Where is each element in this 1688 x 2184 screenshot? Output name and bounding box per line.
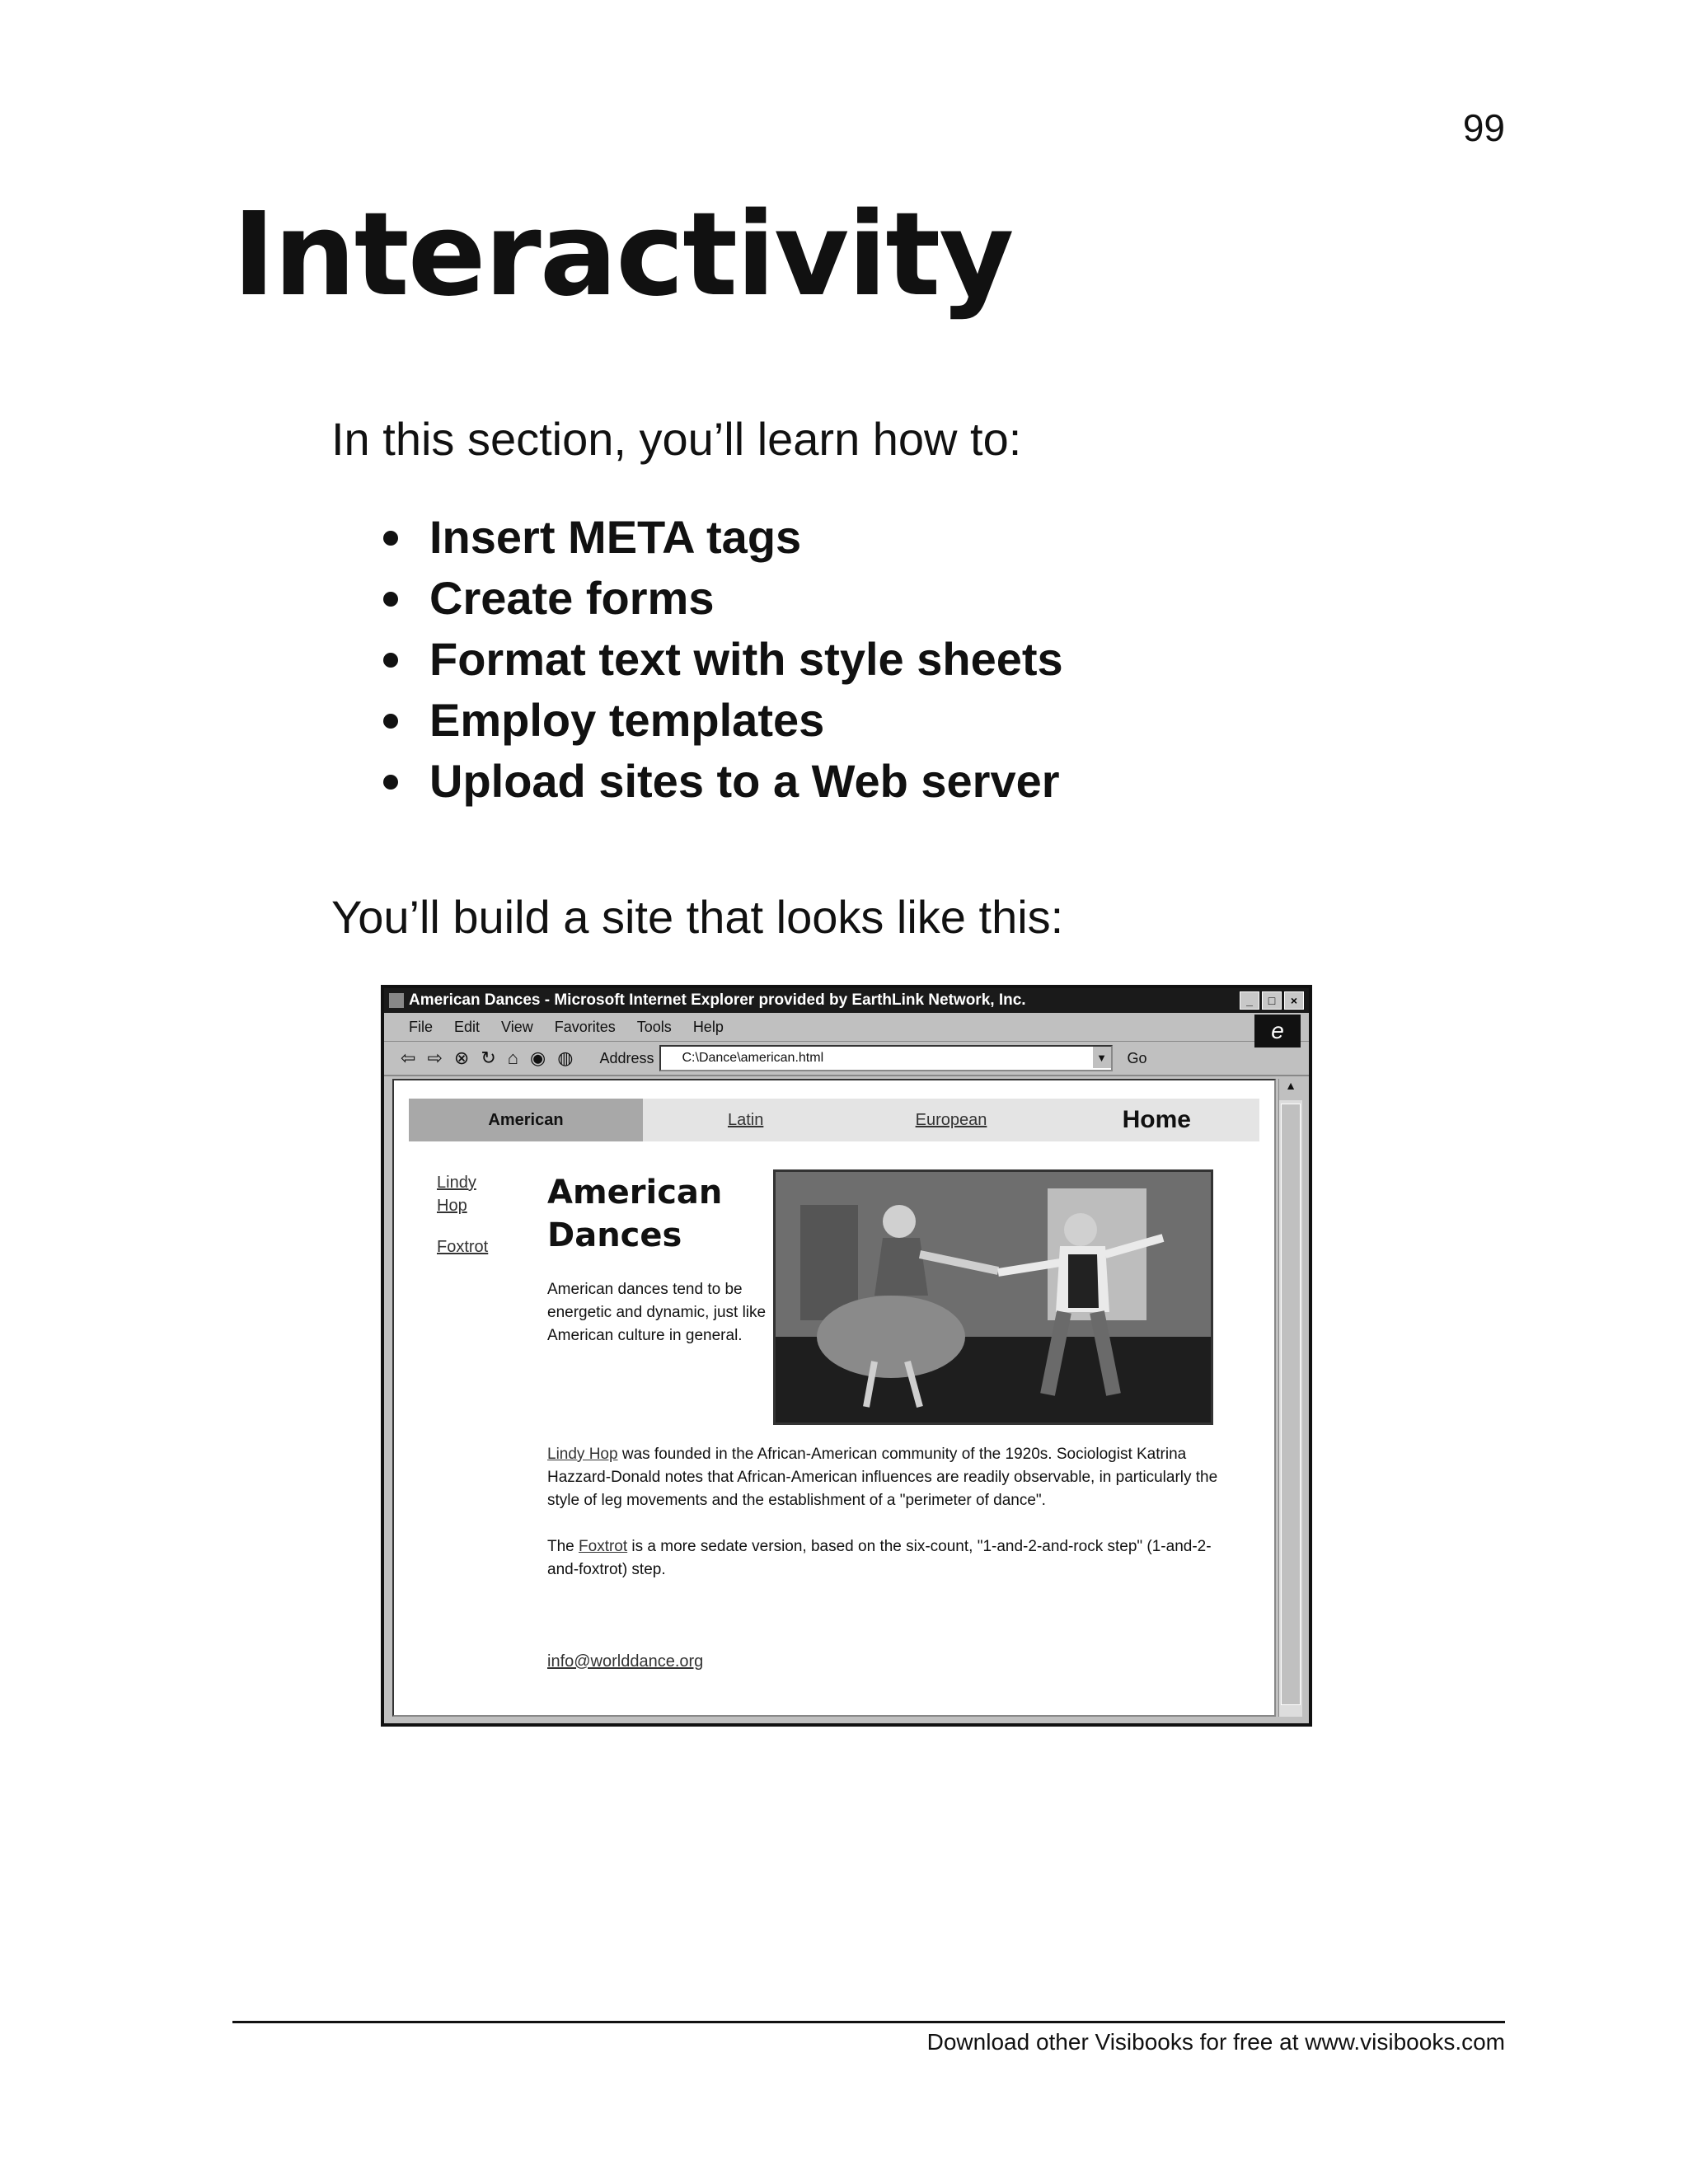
browser-titlebar — [384, 988, 1309, 1013]
section-intro: In this section, you’ll learn how to: — [331, 413, 1022, 465]
home-icon[interactable]: ⌂ — [507, 1047, 519, 1068]
list-item: Insert META tags — [383, 507, 1063, 568]
forward-icon[interactable]: ⇨ — [427, 1047, 443, 1068]
foxtrot-link[interactable]: Foxtrot — [579, 1538, 628, 1555]
menu-edit[interactable]: Edit — [454, 1018, 481, 1035]
app-icon — [389, 993, 404, 1008]
ie-logo-icon: e — [1254, 1015, 1301, 1047]
window-title: American Dances - Microsoft Internet Explorer provided by EarthLink Network, Inc. — [409, 991, 1026, 1009]
scrollbar[interactable] — [1278, 1079, 1302, 1717]
browser-screenshot — [381, 985, 1312, 1727]
scroll-up-icon[interactable]: ▲ — [1279, 1079, 1302, 1100]
menu-favorites[interactable]: Favorites — [554, 1018, 616, 1035]
site-body — [547, 1443, 1231, 1605]
menu-view[interactable]: View — [501, 1018, 533, 1035]
chapter-title: Interactivity — [232, 188, 1013, 322]
address-label: Address — [599, 1049, 654, 1066]
favorites-icon[interactable]: ◍ — [557, 1047, 574, 1068]
email-link[interactable]: info@worlddance.org — [547, 1652, 704, 1671]
page-viewport — [392, 1079, 1276, 1717]
paragraph-text: was founded in the African-American community of the 1920s. Sociologist Katrina Hazzard-Donald notes that African-American influences are readily observable, in particularly the style of leg movements and the establishment of a "perimeter of dance". — [547, 1446, 1218, 1509]
menu-file[interactable]: File — [409, 1018, 434, 1035]
footer-rule — [232, 2021, 1505, 2023]
scroll-thumb[interactable] — [1281, 1104, 1301, 1705]
side-link-foxtrot[interactable]: Foxtrot — [437, 1238, 489, 1256]
close-icon[interactable]: × — [1284, 991, 1304, 1010]
nav-latin[interactable]: Latin — [727, 1110, 764, 1129]
toolbar — [384, 1042, 1309, 1076]
list-item: Upload sites to a Web server — [383, 751, 1063, 812]
paragraph-text: is a more sedate version, based on the six-count, "1-and-2-and-rock step" (1-and-2-and-foxtrot) step. — [547, 1538, 1212, 1578]
site-heading: American Dances — [547, 1174, 723, 1254]
nav-home[interactable]: Home — [1122, 1106, 1191, 1133]
dance-photo — [773, 1169, 1213, 1425]
minimize-icon[interactable]: _ — [1240, 991, 1259, 1010]
paragraph-foxtrot — [547, 1535, 1231, 1582]
list-item: Format text with style sheets — [383, 629, 1063, 690]
menubar — [384, 1013, 1309, 1042]
paragraph-text: The — [547, 1538, 579, 1555]
paragraph-lindy-hop — [547, 1443, 1231, 1512]
build-text: You’ll build a site that looks like this: — [331, 891, 1064, 943]
lindy-hop-link[interactable]: Lindy Hop — [547, 1446, 618, 1463]
stop-icon[interactable]: ⊗ — [453, 1047, 470, 1068]
side-link-lindy-hop[interactable]: Lindy Hop — [437, 1174, 476, 1215]
objectives-list — [383, 507, 1063, 812]
site-intro: American dances tend to be energetic and dynamic, just like American culture in general. — [547, 1281, 767, 1344]
dancers-image — [776, 1172, 1211, 1422]
list-item: Employ templates — [383, 690, 1063, 751]
page-number: 99 — [1462, 106, 1505, 149]
back-icon[interactable]: ⇦ — [401, 1047, 416, 1068]
search-icon[interactable]: ◉ — [530, 1047, 546, 1068]
footer-text: Download other Visibooks for free at www.visibooks.com — [926, 2029, 1505, 2055]
menu-tools[interactable]: Tools — [636, 1018, 672, 1035]
side-links — [437, 1171, 488, 1258]
address-value: C:\Dance\american.html — [682, 1051, 824, 1065]
go-button[interactable]: Go — [1127, 1049, 1147, 1066]
list-item: Create forms — [383, 568, 1063, 629]
nav-european[interactable]: European — [915, 1110, 987, 1129]
refresh-icon[interactable]: ↻ — [481, 1047, 496, 1068]
menu-help[interactable]: Help — [692, 1018, 724, 1035]
site-nav — [409, 1099, 1259, 1141]
nav-american[interactable]: American — [409, 1099, 643, 1141]
maximize-icon[interactable]: □ — [1262, 991, 1282, 1010]
chevron-down-icon[interactable]: ▼ — [1093, 1047, 1111, 1068]
address-input[interactable] — [659, 1045, 1113, 1071]
